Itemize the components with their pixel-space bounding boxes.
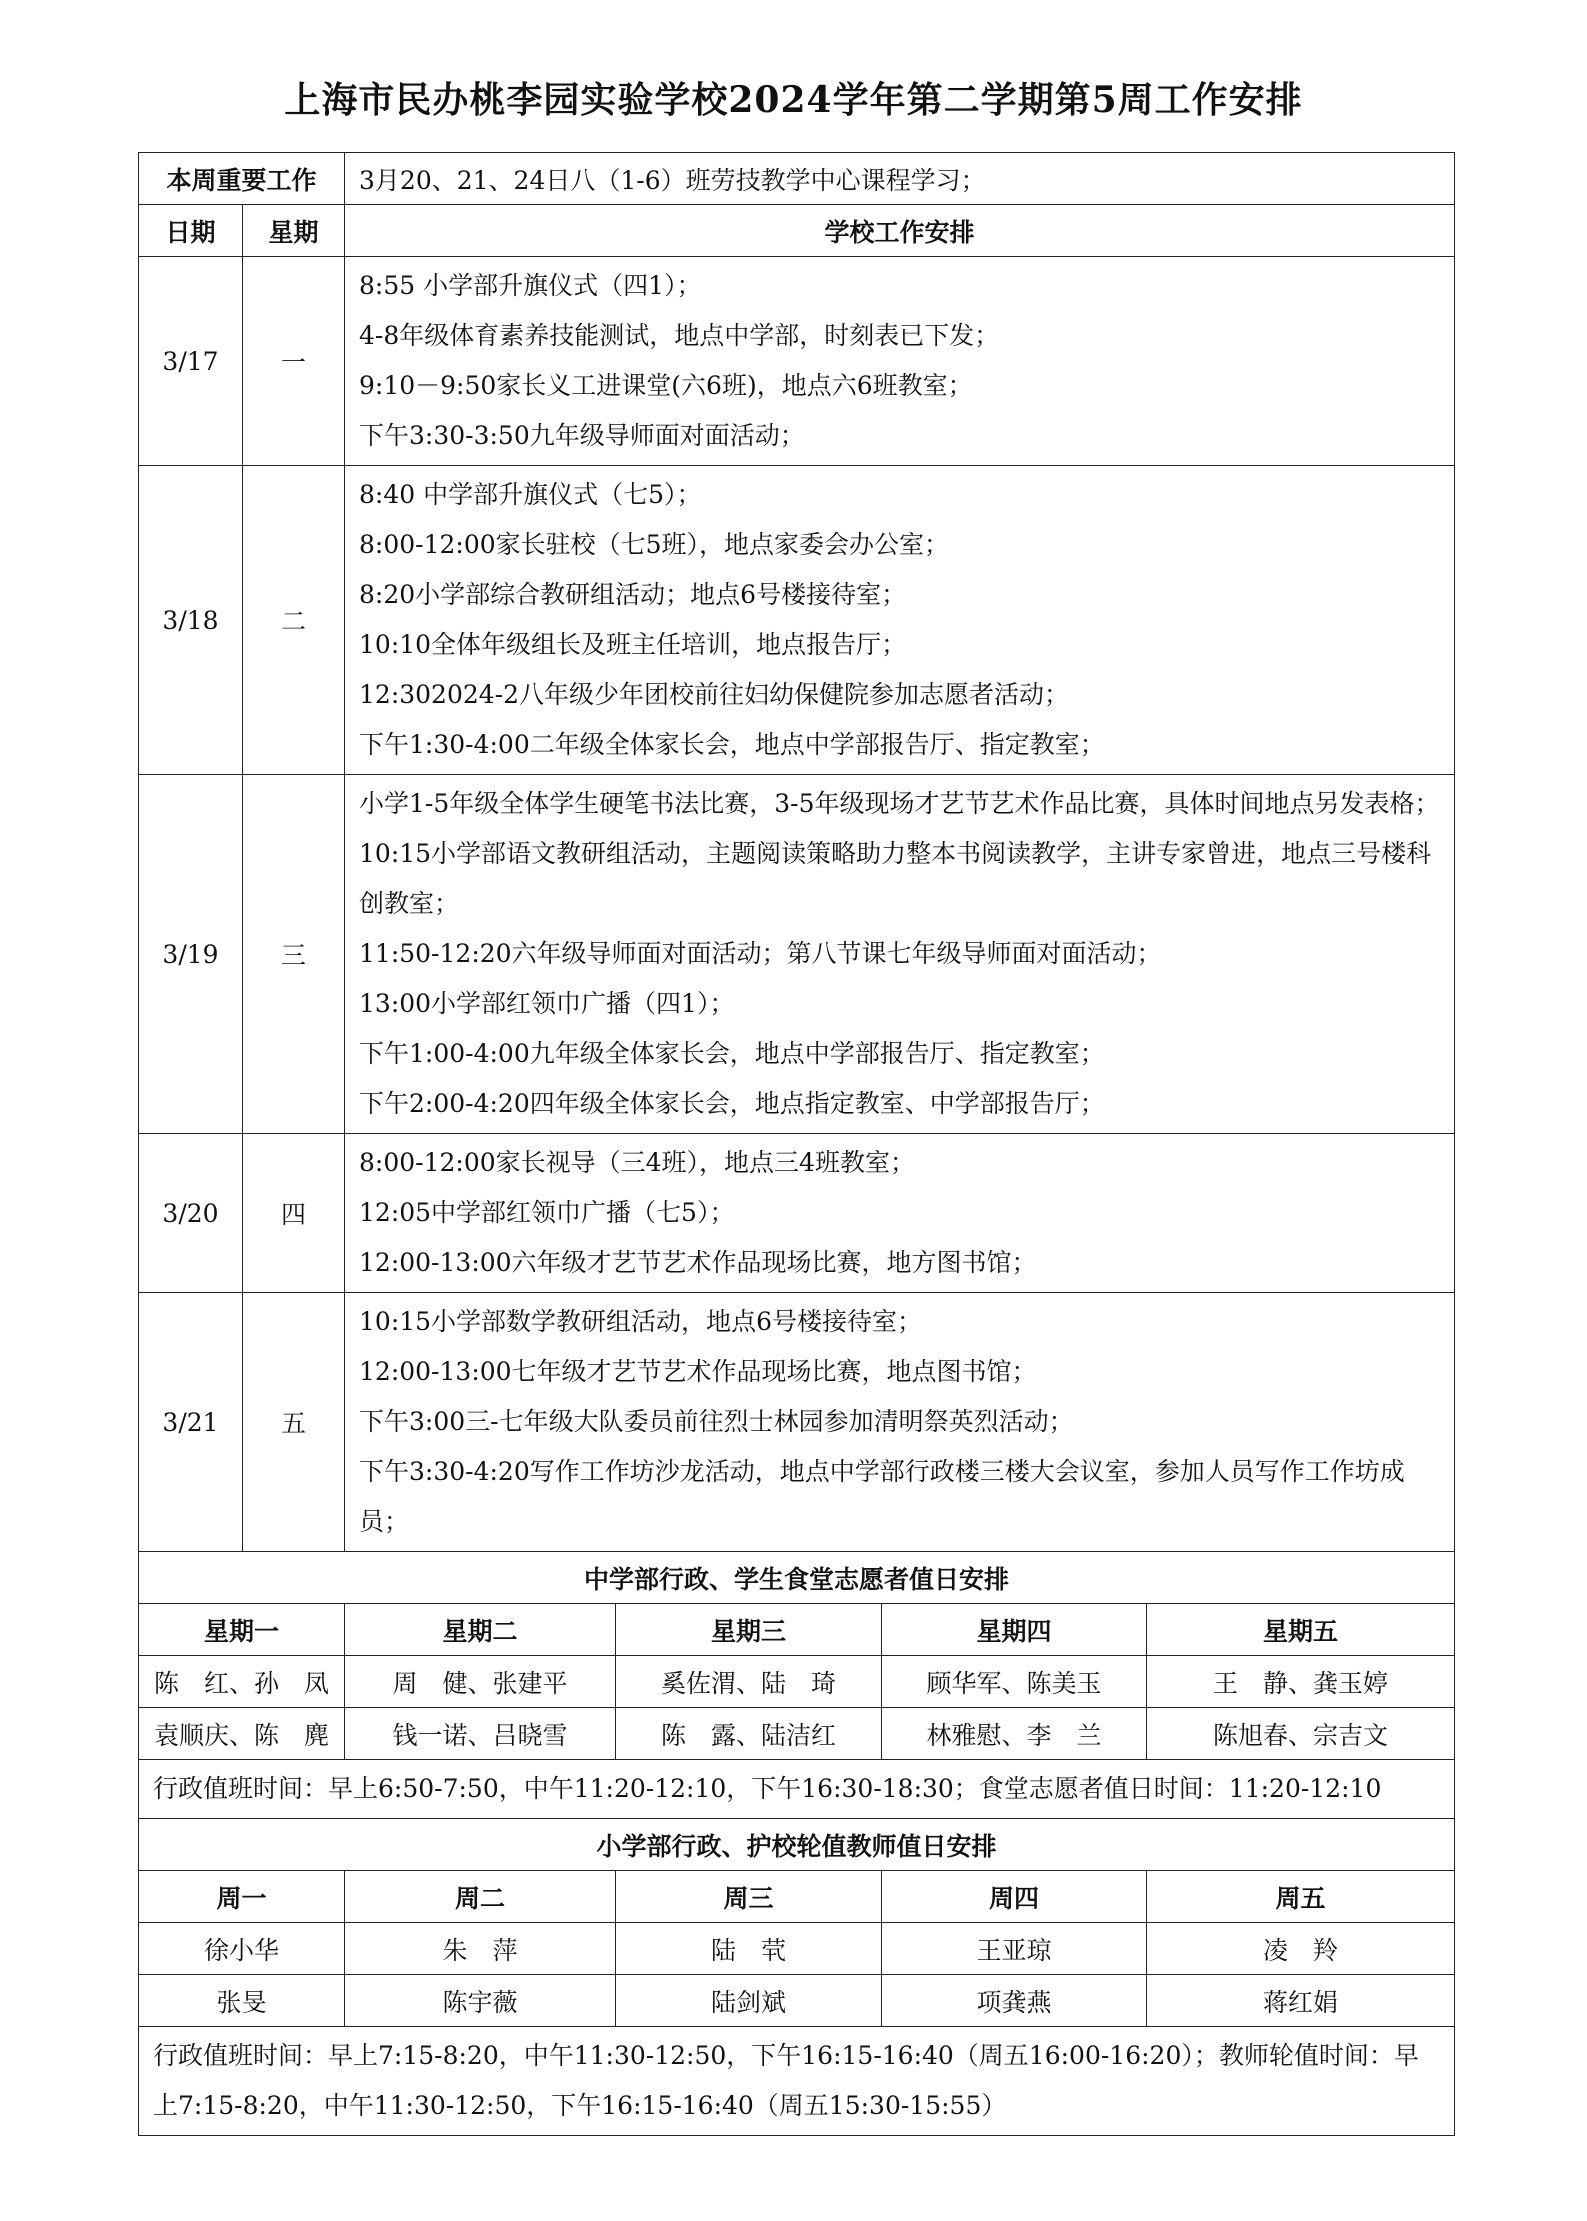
day-rows xyxy=(139,257,1455,1552)
day-item: 9:10－9:50家长义工进课堂(六6班)，地点六6班教室； xyxy=(359,371,973,400)
day-item: 12:302024-2八年级少年团校前往妇幼保健院参加志愿者活动； xyxy=(359,680,1070,709)
day-date: 3/19 xyxy=(139,775,243,1134)
day-item: 10:15小学部数学教研组活动，地点6号楼接待室； xyxy=(359,1307,922,1336)
day-date: 3/20 xyxy=(139,1134,243,1293)
day-items xyxy=(345,1134,1455,1293)
day-row xyxy=(139,466,1455,775)
middle_duty-header-row xyxy=(139,1604,1455,1656)
middle_duty-row xyxy=(139,1708,1455,1760)
middle_duty-title: 中学部行政、学生食堂志愿者值日安排 xyxy=(139,1552,1455,1604)
arrangement-header: 学校工作安排 xyxy=(345,205,1455,257)
page-title: 上海市民办桃李园实验学校2024学年第二学期第5周工作安排 xyxy=(284,79,1303,121)
primary_duty-header: 周三 xyxy=(616,1871,882,1923)
middle_duty-cell: 林雅慰、李 兰 xyxy=(882,1708,1147,1760)
middle_duty-header: 星期四 xyxy=(882,1604,1147,1656)
day-item: 下午1:30-4:00二年级全体家长会，地点中学部报告厅、指定教室； xyxy=(359,730,1105,759)
day-date: 3/18 xyxy=(139,466,243,775)
primary_duty-row xyxy=(139,1923,1455,1975)
middle_duty-cell: 王 静、龚玉婷 xyxy=(1147,1656,1455,1708)
middle_duty-cell: 袁顺庆、陈 麂 xyxy=(139,1708,345,1760)
day-date: 3/21 xyxy=(139,1293,243,1552)
day-item: 12:00-13:00六年级才艺节艺术作品现场比赛，地方图书馆； xyxy=(359,1248,1037,1277)
day-row xyxy=(139,775,1455,1134)
primary_duty-cell: 凌 羚 xyxy=(1147,1923,1455,1975)
day-item: 11:50-12:20六年级导师面对面活动；第八节课七年级导师面对面活动； xyxy=(359,939,1162,968)
primary_duty-row xyxy=(139,1975,1455,2027)
day-item: 13:00小学部红领巾广播（四1）； xyxy=(359,989,735,1018)
day-item: 8:40 中学部升旗仪式（七5）； xyxy=(359,480,702,509)
day-weekday: 一 xyxy=(243,257,345,466)
day-weekday: 三 xyxy=(243,775,345,1134)
day-weekday: 五 xyxy=(243,1293,345,1552)
middle_duty-title-row xyxy=(139,1552,1455,1604)
day-date: 3/17 xyxy=(139,257,243,466)
middle_duty-cell: 陈 红、孙 凤 xyxy=(139,1656,345,1708)
day-items xyxy=(345,775,1455,1134)
middle_duty-cell: 陈 露、陆洁红 xyxy=(616,1708,882,1760)
day-item: 下午3:30-4:20写作工作坊沙龙活动，地点中学部行政楼三楼大会议室，参加人员写作工作坊成员； xyxy=(359,1457,1405,1536)
day-item: 12:00-13:00七年级才艺节艺术作品现场比赛，地点图书馆； xyxy=(359,1357,1037,1386)
day-items xyxy=(345,1293,1455,1552)
day-item: 8:55 小学部升旗仪式（四1）； xyxy=(359,271,702,300)
primary_duty-header: 周五 xyxy=(1147,1871,1455,1923)
primary_duty-title-row xyxy=(139,1819,1455,1871)
day-item: 12:05中学部红领巾广播（七5）； xyxy=(359,1198,735,1227)
day-item: 下午2:00-4:20四年级全体家长会，地点指定教室、中学部报告厅； xyxy=(359,1089,1105,1118)
day-item: 8:00-12:00家长驻校（七5班），地点家委会办公室； xyxy=(359,530,950,559)
primary_duty-cell: 陆 茕 xyxy=(616,1923,882,1975)
primary_duty-cell: 项龚燕 xyxy=(882,1975,1147,2027)
middle_duty-cell: 顾华军、陈美玉 xyxy=(882,1656,1147,1708)
middle_duty-header: 星期二 xyxy=(345,1604,616,1656)
day-item: 下午1:00-4:00九年级全体家长会，地点中学部报告厅、指定教室； xyxy=(359,1039,1105,1068)
duty-rows xyxy=(139,1552,1455,2136)
middle_duty-cell: 陈旭春、宗吉文 xyxy=(1147,1708,1455,1760)
primary_duty-cell: 徐小华 xyxy=(139,1923,345,1975)
day-items xyxy=(345,257,1455,466)
middle_duty-header: 星期三 xyxy=(616,1604,882,1656)
middle_duty-row xyxy=(139,1656,1455,1708)
primary_duty-header: 周四 xyxy=(882,1871,1147,1923)
day-item: 4-8年级体育素养技能测试，地点中学部，时刻表已下发； xyxy=(359,321,1000,350)
day-row xyxy=(139,1134,1455,1293)
primary_duty-title: 小学部行政、护校轮值教师值日安排 xyxy=(139,1819,1455,1871)
day-item: 下午3:00三-七年级大队委员前往烈士林园参加清明祭英烈活动； xyxy=(359,1407,1074,1436)
primary_duty-cell: 王亚琼 xyxy=(882,1923,1147,1975)
primary_duty-cell: 朱 萍 xyxy=(345,1923,616,1975)
middle_duty-cell: 钱一诺、吕晓雪 xyxy=(345,1708,616,1760)
day-row xyxy=(139,1293,1455,1552)
middle_duty-cell: 奚佐渭、陆 琦 xyxy=(616,1656,882,1708)
middle_duty-header: 星期一 xyxy=(139,1604,345,1656)
middle_duty-header: 星期五 xyxy=(1147,1604,1455,1656)
day-weekday: 二 xyxy=(243,466,345,775)
important-text: 3月20、21、24日八（1-6）班劳技教学中心课程学习； xyxy=(345,153,1455,205)
day-item: 10:10全体年级组长及班主任培训，地点报告厅； xyxy=(359,630,907,659)
primary_duty-header: 周一 xyxy=(139,1871,345,1923)
middle_duty-cell: 周 健、张建平 xyxy=(345,1656,616,1708)
middle_duty-note-row xyxy=(139,1760,1455,1819)
day-item: 8:00-12:00家长视导（三4班），地点三4班教室； xyxy=(359,1148,915,1177)
day-item: 8:20小学部综合教研组活动；地点6号楼接待室； xyxy=(359,580,907,609)
day-row xyxy=(139,257,1455,466)
middle_duty-note: 行政值班时间：早上6:50-7:50，中午11:20-12:10，下午16:30-18:30；食堂志愿者值日时间：11:20-12:10 xyxy=(139,1760,1455,1819)
primary_duty-cell: 陈宇薇 xyxy=(345,1975,616,2027)
schedule-table xyxy=(138,152,1455,2136)
primary_duty-note: 行政值班时间：早上7:15-8:20，中午11:30-12:50，下午16:15-16:40（周五16:00-16:20）；教师轮值时间：早上7:15-8:20，中午11:30-12:50，下午16:15-16:40（周五15:30-15:55） xyxy=(139,2027,1455,2136)
weekday-header: 星期 xyxy=(243,205,345,257)
day-item: 下午3:30-3:50九年级导师面对面活动； xyxy=(359,421,805,450)
primary_duty-cell: 陆剑斌 xyxy=(616,1975,882,2027)
date-header: 日期 xyxy=(139,205,243,257)
day-item: 小学1-5年级全体学生硬笔书法比赛，3-5年级现场才艺节艺术作品比赛，具体时间地点另发表格； xyxy=(359,789,1440,818)
primary_duty-header-row xyxy=(139,1871,1455,1923)
day-item: 10:15小学部语文教研组活动，主题阅读策略助力整本书阅读教学，主讲专家曾进，地点三号楼科创教室； xyxy=(359,839,1432,918)
primary_duty-header: 周二 xyxy=(345,1871,616,1923)
day-items xyxy=(345,466,1455,775)
primary_duty-cell: 蒋红娟 xyxy=(1147,1975,1455,2027)
important-label: 本周重要工作 xyxy=(139,153,345,205)
primary_duty-cell: 张旻 xyxy=(139,1975,345,2027)
day-weekday: 四 xyxy=(243,1134,345,1293)
primary_duty-note-row xyxy=(139,2027,1455,2136)
